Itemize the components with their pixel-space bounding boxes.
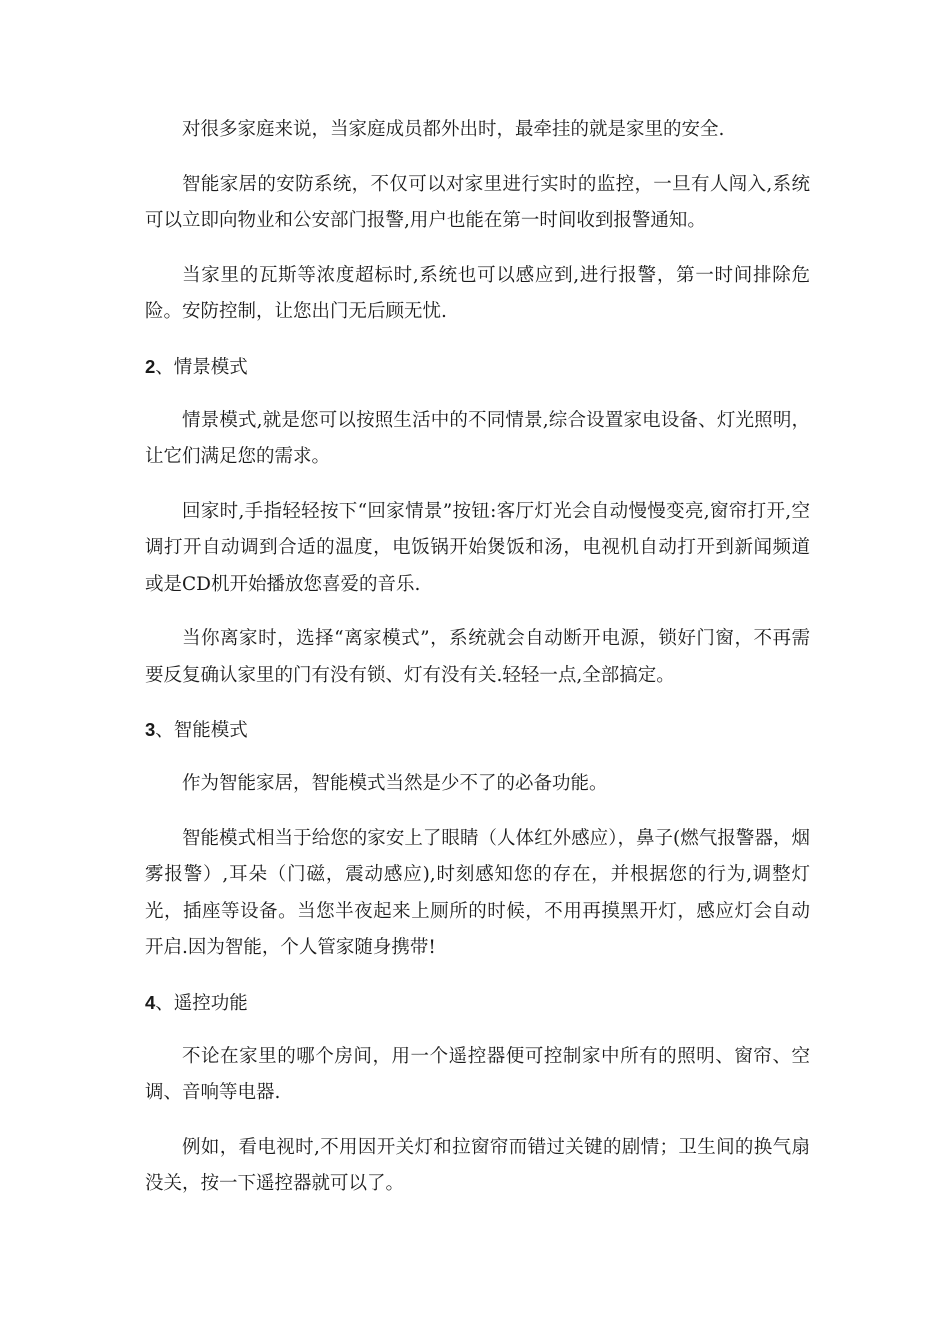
paragraph-scene-mode-intro: 情景模式,就是您可以按照生活中的不同情景,综合设置家电设备、灯光照明，让它们满足您的需求。 (145, 409, 810, 467)
paragraph-smart-mode-intro: 作为智能家居，智能模式当然是少不了的必备功能。 (182, 773, 608, 794)
section-number: 3 (145, 719, 156, 740)
paragraph-smart-mode-detail: 智能模式相当于给您的家安上了眼睛（人体红外感应），鼻子(燃气报警器，烟雾报警）,耳朵（门磁，震动感应),时刻感知您的存在，并根据您的行为,调整灯光，插座等设备。当您半夜起来上厕所的时候，不用再摸黑开灯，感应灯会自动开启.因为智能，个人管家随身携带! (145, 827, 810, 958)
paragraph-gas-alarm: 当家里的瓦斯等浓度超标时,系统也可以感应到,进行报警，第一时间排除危险。安防控制，让您出门无后顾无忧. (145, 264, 810, 322)
paragraph-remote-intro: 不论在家里的哪个房间，用一个遥控器便可控制家中所有的照明、窗帘、空调、音响等电器. (145, 1045, 810, 1103)
section-title: 、智能模式 (155, 720, 248, 741)
section-heading-remote-control (145, 985, 810, 1022)
section-title: 、遥控功能 (155, 992, 248, 1014)
section-heading-scene-mode (145, 349, 810, 386)
paragraph-away-mode: 当你离家时，选择“离家模式”，系统就会自动断开电源，锁好门窗，不再需要反复确认家里的门有没有锁、灯有没有关.轻轻一点,全部搞定。 (145, 628, 810, 686)
section-number: 2 (145, 355, 156, 377)
section-number: 4 (145, 991, 156, 1013)
paragraph-security-system: 智能家居的安防系统，不仅可以对家里进行实时的监控，一旦有人闯入,系统可以立即向物业和公安部门报警,用户也能在第一时间收到报警通知。 (145, 173, 810, 231)
section-title: 、情景模式 (155, 356, 248, 378)
section-heading-smart-mode (145, 712, 810, 749)
paragraph-remote-example: 例如，看电视时,不用因开关灯和拉窗帘而错过关键的剧情；卫生间的换气扇没关，按一下遥控器就可以了。 (145, 1136, 810, 1194)
paragraph-home-scene: 回家时,手指轻轻按下“回家情景”按钮:客厅灯光会自动慢慢变亮,窗帘打开,空调打开自动调到合适的温度，电饭锅开始煲饭和汤，电视机自动打开到新闻频道或是CD机开始播放您喜爱的音乐. (145, 500, 810, 595)
paragraph-security-intro: 对很多家庭来说，当家庭成员都外出时，最牵挂的就是家里的安全. (182, 119, 725, 140)
